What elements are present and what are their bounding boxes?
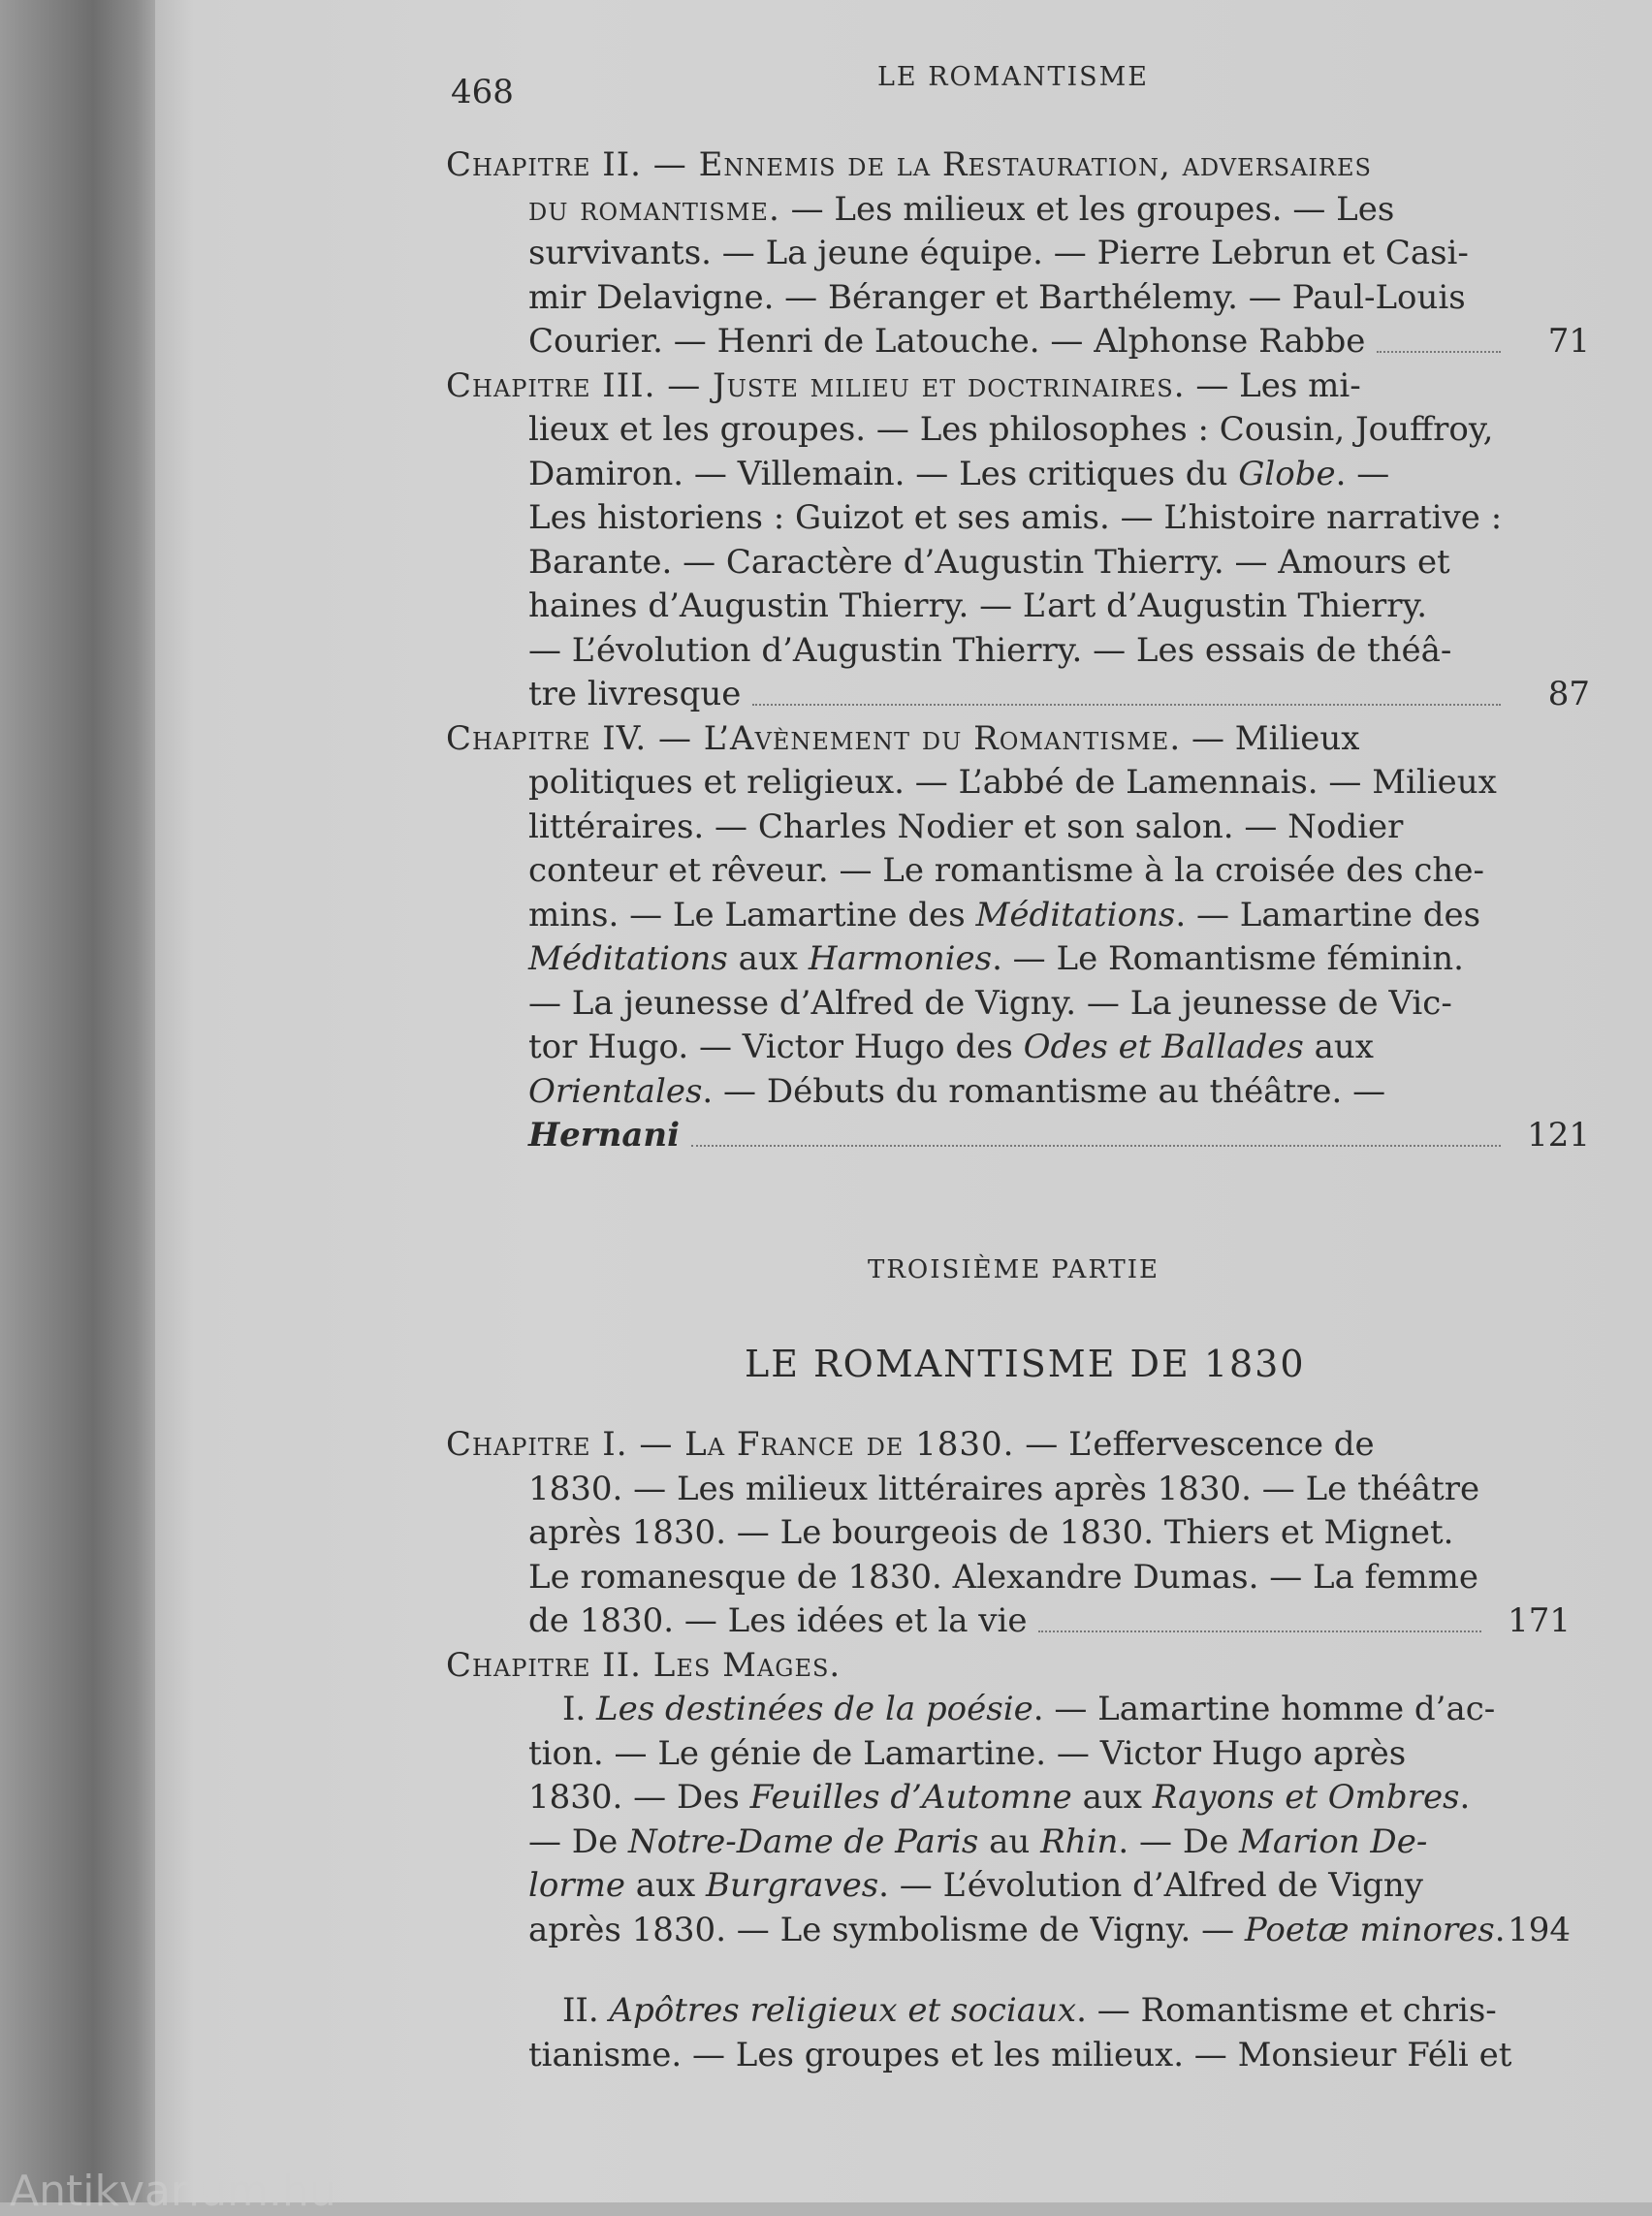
toc-text-segment: Chapitre II. Les Mages. bbox=[446, 1645, 842, 1685]
toc-page-number: 71 bbox=[1547, 322, 1590, 361]
toc-text-segment: après 1830. — Le bourgeois de 1830. Thiers et Mignet. bbox=[528, 1513, 1454, 1552]
toc-text-segment: 1830. — Les milieux littéraires après 1830. — Le théâtre bbox=[528, 1469, 1480, 1508]
toc-line bbox=[446, 849, 1590, 894]
toc-line bbox=[446, 1114, 1590, 1158]
toc-text-segment: tion. — Le génie de Lamartine. — Victor Hugo après bbox=[528, 1733, 1407, 1773]
toc-text-segment: — Milieux bbox=[1181, 718, 1360, 758]
toc-text-segment: . — Débuts du romantisme au théâtre. — bbox=[702, 1071, 1386, 1111]
toc-text-segment: I. bbox=[562, 1690, 597, 1728]
toc-line bbox=[446, 408, 1590, 453]
toc-text-segment: Le romanesque de 1830. Alexandre Dumas. — La femme bbox=[528, 1557, 1478, 1597]
toc-entry bbox=[446, 143, 1590, 364]
toc-line-text bbox=[528, 320, 1365, 364]
toc-line-text bbox=[528, 1070, 1385, 1115]
toc-line bbox=[446, 1599, 1571, 1644]
toc-text-segment: Rayons et Ombres bbox=[1152, 1778, 1460, 1817]
toc-text-segment: littéraires. — Charles Nodier et son salon. — Nodier bbox=[528, 807, 1404, 846]
page-number: 468 bbox=[451, 73, 514, 111]
toc-line bbox=[446, 320, 1590, 364]
toc-line-text bbox=[528, 1776, 1470, 1820]
toc-line-text bbox=[528, 673, 741, 717]
toc-line bbox=[446, 673, 1590, 717]
toc-text-segment: — De bbox=[528, 1821, 628, 1861]
toc-text-segment: mir Delavigne. — Béranger et Barthélemy. — Paul-Louis bbox=[528, 277, 1466, 317]
toc-line bbox=[446, 1909, 1571, 1953]
toc-line-text bbox=[528, 276, 1466, 321]
toc-text-segment: Rhin bbox=[1040, 1821, 1119, 1861]
toc-line-text bbox=[528, 1909, 1506, 1953]
toc-line bbox=[446, 2034, 1571, 2078]
toc-text-segment: Barante. — Caractère d’Augustin Thierry. — Amours et bbox=[528, 542, 1450, 582]
toc-line-text bbox=[562, 1989, 1497, 2034]
toc-line bbox=[446, 1864, 1571, 1909]
toc-text-segment: tor Hugo. — Victor Hugo des bbox=[528, 1028, 1024, 1066]
toc-line-text bbox=[528, 761, 1497, 806]
toc-line-text bbox=[528, 1026, 1374, 1070]
toc-line-text bbox=[528, 453, 1389, 497]
toc-section-part-three bbox=[446, 1423, 1571, 2077]
toc-line bbox=[446, 894, 1590, 938]
toc-line bbox=[446, 1423, 1571, 1468]
toc-text-segment: II. bbox=[562, 1991, 610, 2030]
toc-line bbox=[446, 276, 1590, 321]
toc-line-text bbox=[528, 232, 1469, 276]
toc-entry bbox=[446, 1688, 1571, 1952]
toc-text-segment: lieux et les groupes. — Les philosophes : Cousin, Jouffroy, bbox=[528, 410, 1494, 449]
toc-text-segment: . — Le Romantisme féminin. bbox=[992, 939, 1464, 978]
toc-text-segment: Chapitre IV. — L’Avènement du Romantisme. bbox=[446, 718, 1182, 758]
toc-line-text bbox=[528, 2034, 1511, 2078]
toc-line bbox=[446, 143, 1590, 188]
toc-line-text bbox=[528, 1468, 1479, 1512]
toc-text-segment: survivants. — La jeune équipe. — Pierre Lebrun et Casi- bbox=[528, 234, 1469, 272]
toc-line-text bbox=[528, 496, 1502, 541]
dot-leader bbox=[752, 673, 1501, 706]
toc-text-segment: Globe bbox=[1238, 454, 1336, 493]
toc-text-segment: Damiron. — Villemain. — Les critiques du bbox=[528, 454, 1239, 493]
toc-line bbox=[446, 1820, 1571, 1865]
toc-line-text bbox=[528, 937, 1464, 982]
dot-leader bbox=[691, 1114, 1501, 1147]
toc-line bbox=[446, 1556, 1571, 1600]
toc-text-segment: — La jeunesse d’Alfred de Vigny. — La jeunesse de Vic- bbox=[528, 983, 1452, 1023]
toc-text-segment: — Les mi- bbox=[1185, 365, 1361, 405]
toc-line bbox=[446, 1070, 1590, 1115]
toc-line bbox=[446, 717, 1590, 762]
toc-line-text bbox=[446, 717, 1359, 762]
toc-line-text bbox=[528, 806, 1403, 850]
toc-page-number: 87 bbox=[1547, 675, 1590, 713]
toc-line-text bbox=[528, 1114, 680, 1158]
toc-text-segment: Burgraves bbox=[705, 1866, 879, 1905]
toc-text-segment: — L’effervescence de bbox=[1014, 1425, 1375, 1464]
toc-line bbox=[446, 188, 1590, 233]
toc-section-part-two bbox=[446, 143, 1590, 1158]
toc-text-segment: lorme bbox=[528, 1866, 625, 1905]
toc-text-segment: politiques et religieux. — L’abbé de Lamennais. — Milieux bbox=[528, 763, 1497, 802]
toc-text-segment: mins. — Le Lamartine des bbox=[528, 895, 976, 934]
toc-line-text bbox=[528, 849, 1484, 894]
toc-entry bbox=[446, 1989, 1571, 2077]
toc-text-segment: tianisme. — Les groupes et les milieux. — Monsieur Féli et bbox=[528, 2035, 1512, 2074]
toc-line-text bbox=[528, 894, 1480, 938]
toc-line-text bbox=[528, 982, 1452, 1027]
toc-text-segment: — Les milieux et les groupes. — Les bbox=[779, 189, 1395, 229]
toc-text-segment: . — De bbox=[1118, 1821, 1240, 1861]
toc-text-segment: conteur et rêveur. — Le romantisme à la croisée des che- bbox=[528, 851, 1484, 890]
toc-text-segment: tre livresque bbox=[528, 675, 742, 713]
toc-line bbox=[446, 761, 1590, 806]
toc-text-segment: au bbox=[978, 1821, 1041, 1861]
toc-text-segment: . — Lamartine des bbox=[1175, 895, 1481, 934]
toc-page-number: 194 bbox=[1508, 1910, 1571, 1949]
toc-text-segment: aux bbox=[1303, 1028, 1374, 1066]
toc-text-segment: Les destinées de la poésie bbox=[596, 1690, 1033, 1728]
toc-line bbox=[446, 1026, 1590, 1070]
toc-line-text bbox=[528, 1864, 1423, 1909]
toc-line-text bbox=[446, 143, 1372, 188]
toc-line bbox=[446, 585, 1590, 629]
part-label: TROISIÈME PARTIE bbox=[868, 1255, 1160, 1284]
toc-line bbox=[446, 364, 1590, 409]
toc-line-text bbox=[528, 1556, 1478, 1600]
toc-text-segment: Odes et Ballades bbox=[1023, 1028, 1304, 1066]
toc-line bbox=[446, 629, 1590, 674]
toc-line bbox=[446, 453, 1590, 497]
dot-leader bbox=[1038, 1599, 1481, 1632]
toc-text-segment: Orientales bbox=[528, 1071, 703, 1111]
toc-text-segment: aux bbox=[727, 939, 809, 978]
toc-entry bbox=[446, 364, 1590, 717]
toc-line-text bbox=[446, 1423, 1375, 1468]
toc-text-segment: Méditations bbox=[975, 895, 1176, 934]
toc-text-segment: . — Lamartine homme d’ac- bbox=[1032, 1690, 1496, 1728]
toc-text-segment: Harmonies bbox=[808, 939, 993, 978]
toc-text-segment: Poetæ minores bbox=[1244, 1910, 1495, 1949]
toc-text-segment: Courier. — Henri de Latouche. — Alphonse Rabbe bbox=[528, 322, 1366, 361]
toc-text-segment: du romantisme. bbox=[528, 189, 780, 229]
toc-text-segment: Méditations bbox=[528, 939, 728, 978]
toc-line-text bbox=[528, 1599, 1027, 1644]
toc-entry bbox=[446, 717, 1590, 1158]
toc-text-segment: Les historiens : Guizot et ses amis. — L’histoire narrative : bbox=[528, 498, 1503, 537]
toc-page-number: 171 bbox=[1508, 1601, 1571, 1640]
toc-line bbox=[446, 1511, 1571, 1556]
toc-text-segment: de 1830. — Les idées et la vie bbox=[528, 1601, 1028, 1640]
toc-text-segment: . — bbox=[1335, 454, 1390, 493]
dot-leader bbox=[1377, 320, 1501, 353]
toc-text-segment: . bbox=[1494, 1910, 1506, 1949]
toc-text-segment: haines d’Augustin Thierry. — L’art d’Augustin Thierry. bbox=[528, 586, 1428, 625]
toc-line bbox=[446, 1468, 1571, 1512]
toc-entry bbox=[446, 1423, 1571, 1644]
toc-text-segment: Marion De- bbox=[1239, 1821, 1428, 1861]
toc-line bbox=[446, 496, 1590, 541]
toc-entry bbox=[446, 1644, 1571, 1689]
toc-text-segment: aux bbox=[1071, 1778, 1153, 1817]
toc-text-segment: Chapitre III. — Juste milieu et doctrinaires. bbox=[446, 365, 1186, 405]
toc-line-text bbox=[528, 541, 1450, 586]
toc-line-text bbox=[528, 1732, 1406, 1777]
toc-text-segment: . bbox=[1459, 1778, 1471, 1817]
toc-page-number: 121 bbox=[1527, 1116, 1590, 1155]
toc-line-text bbox=[528, 188, 1394, 233]
toc-text-segment: Chapitre I. — La France de 1830. bbox=[446, 1425, 1015, 1464]
toc-line bbox=[446, 1989, 1571, 2034]
toc-text-segment: Feuilles d’Automne bbox=[749, 1778, 1072, 1817]
toc-text-segment: après 1830. — Le symbolisme de Vigny. — bbox=[528, 1910, 1245, 1949]
toc-line-text bbox=[446, 364, 1361, 409]
toc-text-segment: Apôtres religieux et sociaux bbox=[609, 1991, 1077, 2030]
toc-line bbox=[446, 1688, 1571, 1732]
toc-line-text bbox=[528, 1511, 1453, 1556]
toc-line bbox=[446, 937, 1590, 982]
toc-line-text bbox=[528, 629, 1451, 674]
toc-line bbox=[446, 232, 1590, 276]
toc-line-text bbox=[528, 585, 1427, 629]
toc-text-segment: aux bbox=[624, 1866, 706, 1905]
toc-line-text bbox=[528, 1820, 1427, 1865]
toc-line-text bbox=[528, 408, 1493, 453]
toc-text-segment: . — Romantisme et chris- bbox=[1076, 1991, 1497, 2030]
toc-text-segment: . — L’évolution d’Alfred de Vigny bbox=[878, 1866, 1424, 1905]
part-title: LE ROMANTISME DE 1830 bbox=[745, 1343, 1306, 1385]
toc-line bbox=[446, 1776, 1571, 1820]
toc-text-segment: — L’évolution d’Augustin Thierry. — Les essais de théâ- bbox=[528, 630, 1452, 670]
toc-line bbox=[446, 982, 1590, 1027]
toc-text-segment: 1830. — Des bbox=[528, 1778, 750, 1817]
running-title: LE ROMANTISME bbox=[877, 62, 1149, 92]
toc-line-text bbox=[446, 1644, 841, 1689]
toc-text-segment: Notre-Dame de Paris bbox=[628, 1821, 979, 1861]
toc-line bbox=[446, 541, 1590, 586]
toc-text-segment: Chapitre II. — Ennemis de la Restauration, adversaires bbox=[446, 145, 1372, 184]
book-spine-shadow bbox=[0, 0, 170, 2202]
watermark: Antikvarium.hu bbox=[10, 2167, 336, 2216]
toc-line bbox=[446, 1732, 1571, 1777]
toc-line-text bbox=[562, 1688, 1495, 1732]
toc-line bbox=[446, 1644, 1571, 1689]
toc-line bbox=[446, 806, 1590, 850]
toc-text-segment: Hernani bbox=[528, 1116, 681, 1155]
